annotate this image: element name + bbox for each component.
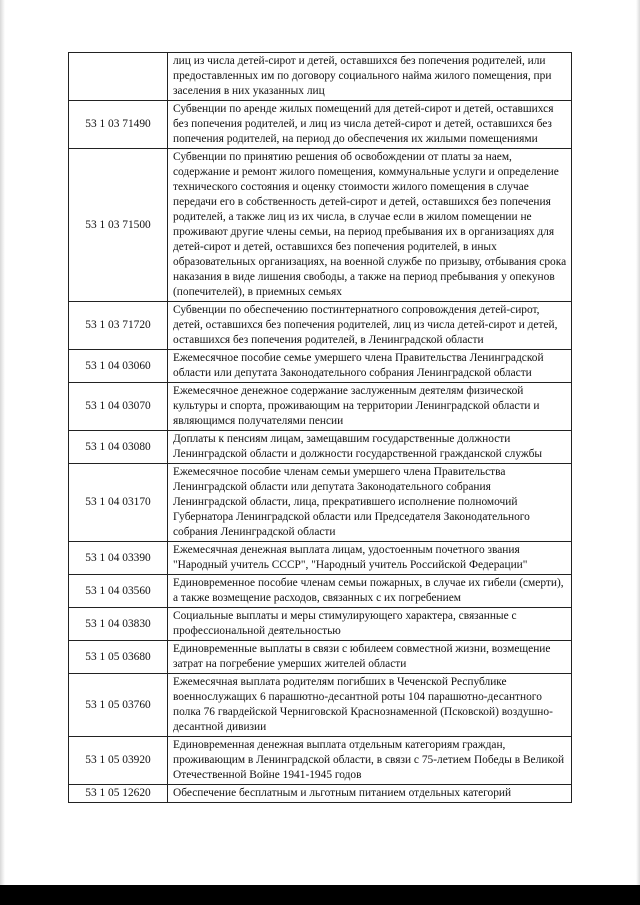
description-cell: Субвенции по обеспечению постинтернатного сопровождения детей-сирот, детей, оставшихся без попечения родителей, лиц из числа детей-сирот и детей, оставшихся без попечения родителей, в Ленинградской области: [168, 302, 572, 350]
description-cell: Субвенции по аренде жилых помещений для детей-сирот и детей, оставшихся без попечения родителей, и лиц из числа детей-сирот и детей, оставшихся без попечения родителей, на период до обеспечения их жилыми помещениями: [168, 101, 572, 149]
table-row: [69, 542, 572, 575]
table-row: [69, 149, 572, 302]
budget-code-cell: 53 1 05 03680: [69, 641, 168, 674]
budget-codes-table: [68, 52, 572, 803]
description-cell: Единовременное пособие членам семьи пожарных, в случае их гибели (смерти), а также возмещение расходов, связанных с их погребением: [168, 575, 572, 608]
table-row: [69, 737, 572, 785]
budget-code-cell: 53 1 04 03070: [69, 383, 168, 431]
description-cell: Ежемесячная денежная выплата лицам, удостоенным почетного звания "Народный учитель СССР", "Народный учитель Российской Федерации": [168, 542, 572, 575]
budget-code-cell: 53 1 03 71490: [69, 101, 168, 149]
description-cell: Обеспечение бесплатным и льготным питанием отдельных категорий: [168, 785, 572, 803]
description-cell: Доплаты к пенсиям лицам, замещавшим государственные должности Ленинградской области и должности государственной гражданской службы: [168, 431, 572, 464]
budget-code-cell: 53 1 05 03760: [69, 674, 168, 737]
table-row: [69, 608, 572, 641]
scan-edge-right: [636, 0, 640, 905]
table-row: [69, 101, 572, 149]
budget-code-cell: 53 1 05 03920: [69, 737, 168, 785]
budget-code-cell: 53 1 04 03170: [69, 464, 168, 542]
description-cell: Субвенции по принятию решения об освобождении от платы за наем, содержание и ремонт жилого помещения, коммунальные услуги и определение технического состояния и оценку стоимости жилого помещения в случае передачи его в собственность детей-сирот и детей, оставшихся без попечения родителей, а также лиц из их числа, в случае если в жилом помещении не проживают другие члены семьи, на период пребывания их в организациях для детей-сирот и детей, оставшихся без попечения родителей, в иных образовательных организациях, на военной службе по призыву, отбывания срока наказания в виде лишения свободы, а также на период пребывания у опекунов (попечителей), в приемных семьях: [168, 149, 572, 302]
description-cell: Единовременные выплаты в связи с юбилеем совместной жизни, возмещение затрат на погребение умерших жителей области: [168, 641, 572, 674]
budget-code-cell: 53 1 03 71500: [69, 149, 168, 302]
table-row: [69, 302, 572, 350]
description-cell: Социальные выплаты и меры стимулирующего характера, связанные с профессиональной деятельностью: [168, 608, 572, 641]
budget-code-cell: 53 1 03 71720: [69, 302, 168, 350]
description-cell: лиц из числа детей-сирот и детей, оставшихся без попечения родителей, или предоставленных им по договору социального найма жилого помещения, при заселения в них указанных лиц: [168, 53, 572, 101]
table-row: [69, 431, 572, 464]
description-cell: Единовременная денежная выплата отдельным категориям граждан, проживающим в Ленинградской области, в связи с 75-летием Победы в Великой Отечественной Войне 1941-1945 годов: [168, 737, 572, 785]
table-row: [69, 785, 572, 803]
table-row: [69, 575, 572, 608]
budget-code-cell: 53 1 04 03060: [69, 350, 168, 383]
description-cell: Ежемесячная выплата родителям погибших в Чеченской Республике военнослужащих 6 парашютно-десантной роты 104 парашютно-десантного полка 76 гвардейской Черниговской Краснознаменной (Псковской) воздушно-десантной дивизии: [168, 674, 572, 737]
budget-code-cell: 53 1 04 03560: [69, 575, 168, 608]
description-cell: Ежемесячное пособие членам семьи умершего члена Правительства Ленинградской области или депутата Законодательного собрания Ленинградской области, лица, прекратившего исполнение полномочий Губернатора Ленинградской области или Председателя Законодательного собрания Ленинградской области: [168, 464, 572, 542]
scan-edge-left: [0, 0, 5, 905]
table-row: [69, 350, 572, 383]
table-row: [69, 383, 572, 431]
budget-code-cell: 53 1 04 03390: [69, 542, 168, 575]
table-row: [69, 641, 572, 674]
table-row: [69, 674, 572, 737]
description-cell: Ежемесячное пособие семье умершего члена Правительства Ленинградской области или депутата Законодательного собрания Ленинградской области: [168, 350, 572, 383]
budget-code-cell: [69, 53, 168, 101]
table-body: [69, 53, 572, 803]
document-page: [68, 52, 572, 803]
budget-code-cell: 53 1 04 03080: [69, 431, 168, 464]
budget-code-cell: 53 1 05 12620: [69, 785, 168, 803]
scan-bottom-band: [0, 885, 640, 905]
table-row: [69, 464, 572, 542]
table-row: [69, 53, 572, 101]
budget-code-cell: 53 1 04 03830: [69, 608, 168, 641]
description-cell: Ежемесячное денежное содержание заслуженным деятелям физической культуры и спорта, проживающим на территории Ленинградской области и являющимся получателями пенсии: [168, 383, 572, 431]
